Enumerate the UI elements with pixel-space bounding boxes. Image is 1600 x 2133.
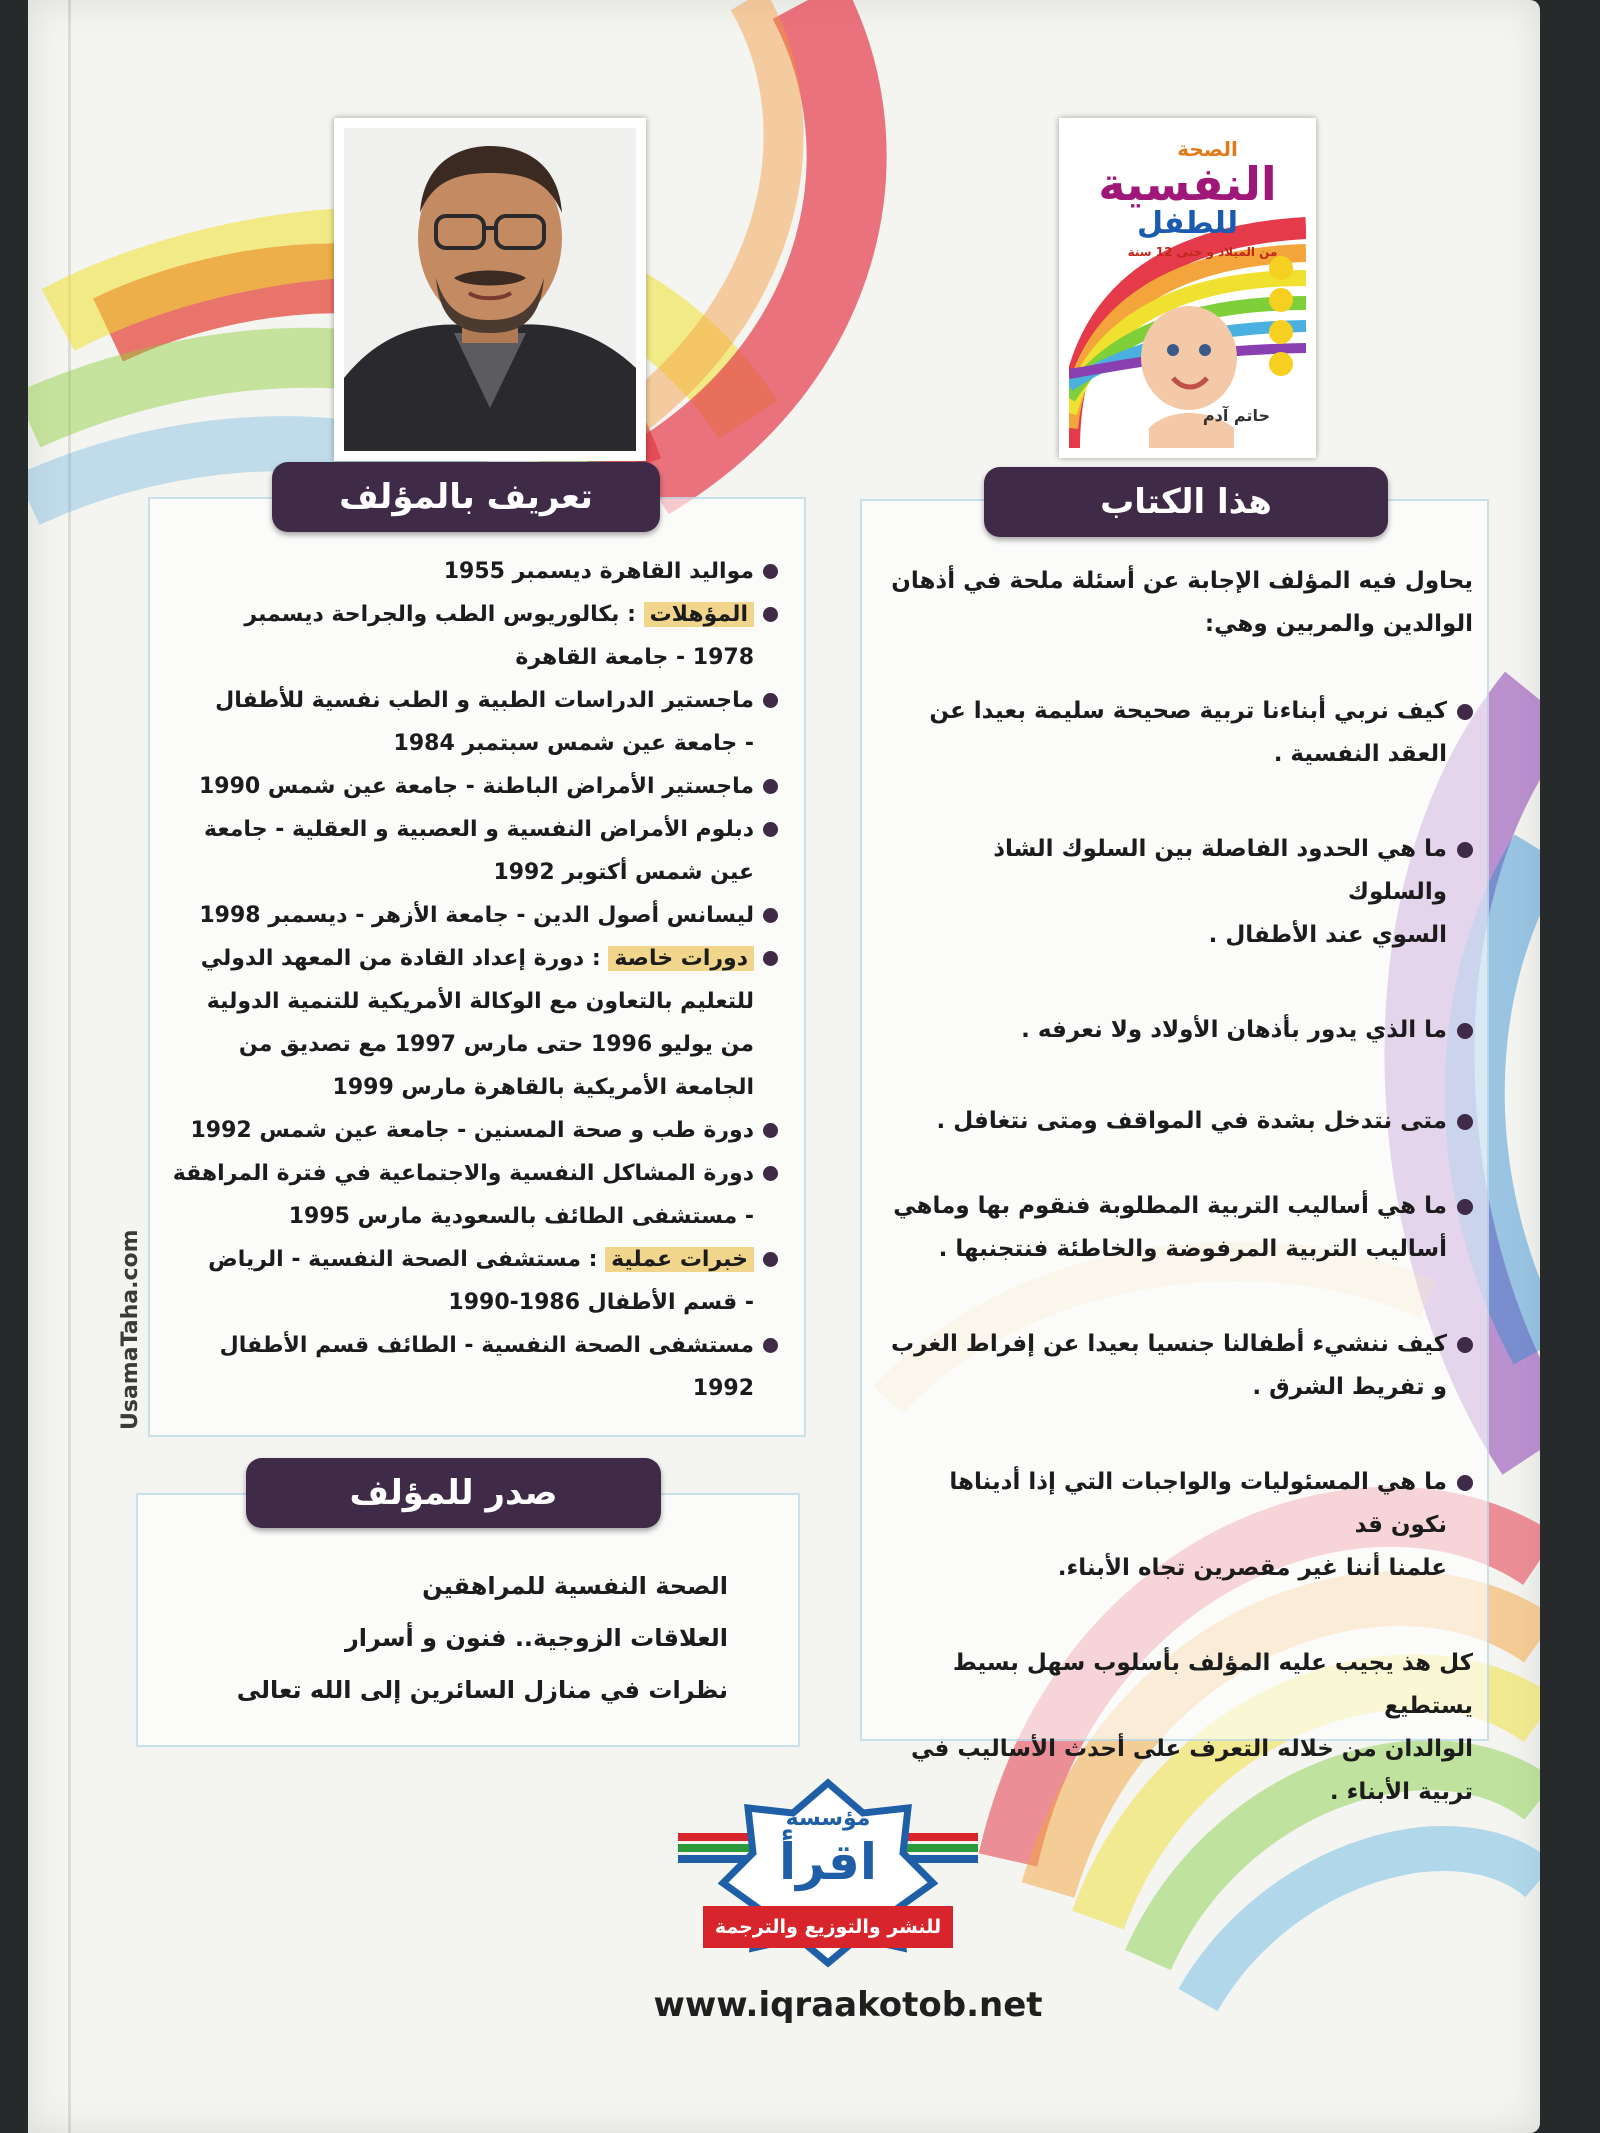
author-item: [158, 808, 778, 894]
question-line: ما هي المسئوليات والواجبات التي إذا أديناها نكون قد: [949, 1469, 1447, 1538]
bullet-icon: [1457, 1023, 1473, 1039]
bullet-icon: [763, 693, 778, 708]
question-line: ما هي أساليب التربية المطلوبة فنقوم بها وماهي: [893, 1193, 1447, 1219]
author-line: : دورة إعداد القادة من المعهد الدولي: [200, 946, 601, 971]
bullet-icon: [1457, 842, 1473, 858]
author-line: للتعليم بالتعاون مع الوكالة الأمريكية للتنمية الدولية: [206, 989, 754, 1014]
publisher-tagline: للنشر والتوزيع والترجمة: [714, 1916, 942, 1938]
author-line: ليسانس أصول الدين - جامعة الأزهر - ديسمبر 1998: [199, 903, 754, 928]
question-line: متى نتدخل بشدة في المواقف ومتى نتغافل .: [936, 1108, 1447, 1134]
author-line: - قسم الأطفال 1986-1990: [448, 1290, 754, 1315]
question-item: [888, 1100, 1473, 1143]
published-title: نظرات في منازل السائرين إلى الله تعالى: [236, 1676, 728, 1704]
about-book-heading: هذا الكتاب: [984, 467, 1388, 537]
closing-line: الوالدان من خلاله التعرف على أحدث الأساليب في: [911, 1736, 1473, 1762]
about-author-list: [158, 550, 778, 1410]
author-item: [158, 1324, 778, 1410]
question-item: [888, 1323, 1473, 1409]
author-item: [158, 1109, 778, 1152]
bullet-icon: [1457, 1475, 1473, 1491]
author-item: [158, 679, 778, 765]
side-url: UsamaTaha.com: [118, 1229, 143, 1431]
author-line: دورة طب و صحة المسنين - جامعة عين شمس 1992: [190, 1118, 754, 1143]
author-line: : مستشفى الصحة النفسية - الرياض: [208, 1247, 598, 1272]
author-item: [158, 1152, 778, 1238]
publisher-logo: [678, 1778, 978, 1968]
bullet-icon: [763, 607, 778, 622]
bullet-icon: [1457, 704, 1473, 720]
publisher-line1: مؤسسة: [785, 1806, 871, 1831]
question-line: علمنا أننا غير مقصرين تجاه الأبناء.: [1057, 1555, 1447, 1581]
author-item: [158, 1238, 778, 1324]
publisher-name: اقرأ: [778, 1833, 878, 1891]
thumb-title-small: الصحة: [1177, 137, 1238, 161]
thumb-title-big: النفسية: [1098, 157, 1277, 211]
question-line: السوي عند الأطفال .: [1208, 922, 1447, 948]
bullet-icon: [763, 779, 778, 794]
qualifications-label: المؤهلات: [644, 602, 754, 627]
about-book-intro: [888, 560, 1473, 646]
bullet-icon: [763, 1166, 778, 1181]
author-item: [158, 550, 778, 593]
author-line: دورة المشاكل النفسية والاجتماعية في فترة المراهقة: [172, 1161, 754, 1186]
author-line: ماجستير الأمراض الباطنة - جامعة عين شمس 1990: [199, 774, 754, 799]
closing-line: كل هذ يجيب عليه المؤلف بأسلوب سهل بسيط يستطيع: [952, 1650, 1473, 1719]
author-photo-frame: [334, 118, 646, 461]
bullet-icon: [763, 1338, 778, 1353]
bullet-icon: [1457, 1114, 1473, 1130]
thumb-author: حاتم آدم: [1202, 406, 1270, 425]
published-list: [178, 1560, 728, 1716]
question-item: [888, 1185, 1473, 1271]
question-item: [888, 1461, 1473, 1590]
thumb-age-range: من الميلاد و حتى 12 سنة: [1127, 245, 1278, 259]
author-item: [158, 937, 778, 1109]
author-item: [158, 894, 778, 937]
intro-line: الوالدين والمربين وهي:: [1204, 611, 1473, 637]
question-line: كيف نربي أبناءنا تربية صحيحة سليمة بعيدا عن: [929, 698, 1447, 724]
published-title: العلاقات الزوجية.. فنون و أسرار: [344, 1624, 728, 1652]
published-heading: صدر للمؤلف: [246, 1458, 661, 1528]
author-line: دبلوم الأمراض النفسية و العصبية و العقلية - جامعة: [204, 817, 754, 842]
author-portrait: [344, 128, 636, 451]
closing-line: تربية الأبناء .: [1329, 1779, 1473, 1805]
bullet-icon: [763, 1252, 778, 1267]
bullet-icon: [763, 908, 778, 923]
question-item: [888, 690, 1473, 776]
work-experience-label: خبرات عملية: [605, 1247, 754, 1272]
bullet-icon: [763, 564, 778, 579]
author-line: عين شمس أكتوبر 1992: [493, 860, 754, 885]
bullet-icon: [1457, 1337, 1473, 1353]
publisher-website[interactable]: www.iqraakotob.net: [653, 1985, 1043, 2025]
author-line: - جامعة عين شمس سبتمبر 1984: [393, 731, 754, 756]
author-line: من يوليو 1996 حتى مارس 1997 مع تصديق من: [238, 1032, 754, 1057]
question-line: ما هي الحدود الفاصلة بين السلوك الشاذ والسلوك: [993, 836, 1447, 905]
author-line: : بكالوريوس الطب والجراحة ديسمبر: [244, 602, 636, 627]
question-item: [888, 1009, 1473, 1052]
question-line: العقد النفسية .: [1273, 741, 1447, 767]
author-item: [158, 593, 778, 679]
question-line: ما الذي يدور بأذهان الأولاد ولا نعرفه .: [1021, 1017, 1447, 1043]
intro-line: يحاول فيه المؤلف الإجابة عن أسئلة ملحة في أذهان: [891, 568, 1473, 594]
author-line: مستشفى الصحة النفسية - الطائف قسم الأطفال 1992: [219, 1333, 754, 1401]
question-line: كيف ننشيء أطفالنا جنسيا بعيدا عن إفراط الغرب: [891, 1331, 1447, 1357]
about-book-text: [888, 560, 1473, 1814]
author-line: 1978 - جامعة القاهرة: [515, 645, 754, 670]
bullet-icon: [1457, 1199, 1473, 1215]
question-line: أساليب التربية المرفوضة والخاطئة فنتجنبها .: [938, 1236, 1447, 1262]
question-line: و تفريط الشرق .: [1252, 1374, 1447, 1400]
bullet-icon: [763, 822, 778, 837]
about-author-heading: تعريف بالمؤلف: [272, 462, 660, 532]
author-line: مواليد القاهرة ديسمبر 1955: [443, 559, 754, 584]
author-item: [158, 765, 778, 808]
author-line: - مستشفى الطائف بالسعودية مارس 1995: [288, 1204, 754, 1229]
author-line: الجامعة الأمريكية بالقاهرة مارس 1999: [332, 1075, 754, 1100]
bullet-icon: [763, 1123, 778, 1138]
bullet-icon: [763, 951, 778, 966]
book-back-cover: [28, 0, 1540, 2133]
author-line: ماجستير الدراسات الطبية و الطب نفسية للأطفال: [215, 688, 754, 713]
thumb-title-sub: للطفل: [1136, 206, 1239, 241]
published-title: الصحة النفسية للمراهقين: [422, 1572, 728, 1600]
question-item: [888, 828, 1473, 957]
special-courses-label: دورات خاصة: [608, 946, 754, 971]
book-thumbnail: [1059, 118, 1316, 458]
